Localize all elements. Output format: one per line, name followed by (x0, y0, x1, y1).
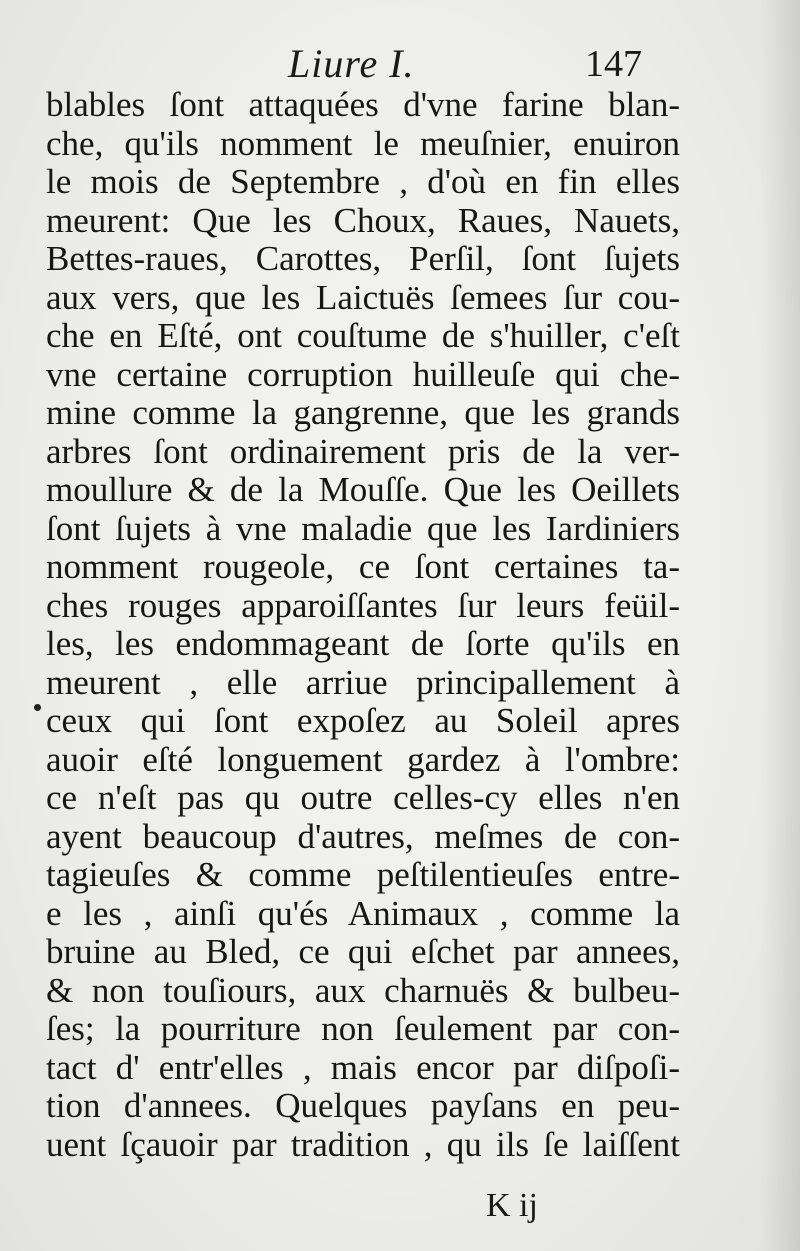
text-line: & non touſiours, aux charnuës & bulbeu- (46, 971, 680, 1010)
text-line: e les , ainſi qu'és Animaux , comme la (46, 894, 680, 933)
text-line: ayent beaucoup d'autres, meſmes de con- (46, 817, 680, 856)
text-line: arbres ſont ordinairement pris de la ver- (46, 432, 680, 471)
text-line: ceux qui ſont expoſez au Soleil apres (46, 702, 680, 740)
running-head-title: Liure I. (288, 41, 415, 86)
text-line: vne certaine corruption huilleuſe qui che- (46, 355, 680, 394)
text-line: che en Eſté, ont couſtume de s'huiller, c'eſt (46, 317, 680, 355)
text-line: moullure & de la Mouſſe. Que les Oeillets (46, 471, 680, 509)
text-line: meurent: Que les Choux, Raues, Nauets, (46, 201, 680, 240)
text-line: uent ſçauoir par tradition , qu ils ſe laiſſent (46, 1125, 680, 1164)
text-line: bruine au Bled, ce qui eſchet par annees, (46, 933, 680, 971)
text-line: le mois de Septembre , d'où en fin elles (46, 163, 680, 201)
text-line: tion d'annees. Quelques payſans en peu- (46, 1087, 680, 1125)
text-line: ſont ſujets à vne maladie que les Iardiniers (46, 509, 680, 548)
text-line: nomment rougeole, ce ſont certaines ta- (46, 548, 680, 586)
text-line: auoir eſté longuement gardez à l'ombre: (46, 740, 680, 779)
text-line: ce n'eſt pas qu outre celles-cy elles n'en (46, 779, 680, 817)
text-line: tact d' entr'elles , mais encor par diſpoſi- (46, 1048, 680, 1087)
text-line: mine comme la gangrenne, que les grands (46, 394, 680, 432)
text-line: ſes; la pourriture non ſeulement par con- (46, 1010, 680, 1048)
text-line: Bettes-raues, Carottes, Perſil, ſont ſujets (46, 240, 680, 278)
text-line: ches rouges apparoiſſantes ſur leurs feüil- (46, 586, 680, 625)
signature-mark: K ij (486, 1187, 538, 1224)
ink-spot (34, 704, 41, 711)
text-line: che, qu'ils nomment le meuſnier, enuiron (46, 124, 680, 163)
text-line: les, les endommageant de ſorte qu'ils en (46, 625, 680, 663)
text-line: meurent , elle arriue principallement à (46, 663, 680, 702)
page-number: 147 (585, 43, 642, 85)
text-line: tagieuſes & comme peſtilentieuſes entre- (46, 856, 680, 894)
text-line: aux vers, que les Laictuës ſemees ſur cou- (46, 278, 680, 317)
text-line: blables ſont attaquées d'vne farine blan- (46, 86, 680, 124)
body-text (46, 86, 680, 1164)
